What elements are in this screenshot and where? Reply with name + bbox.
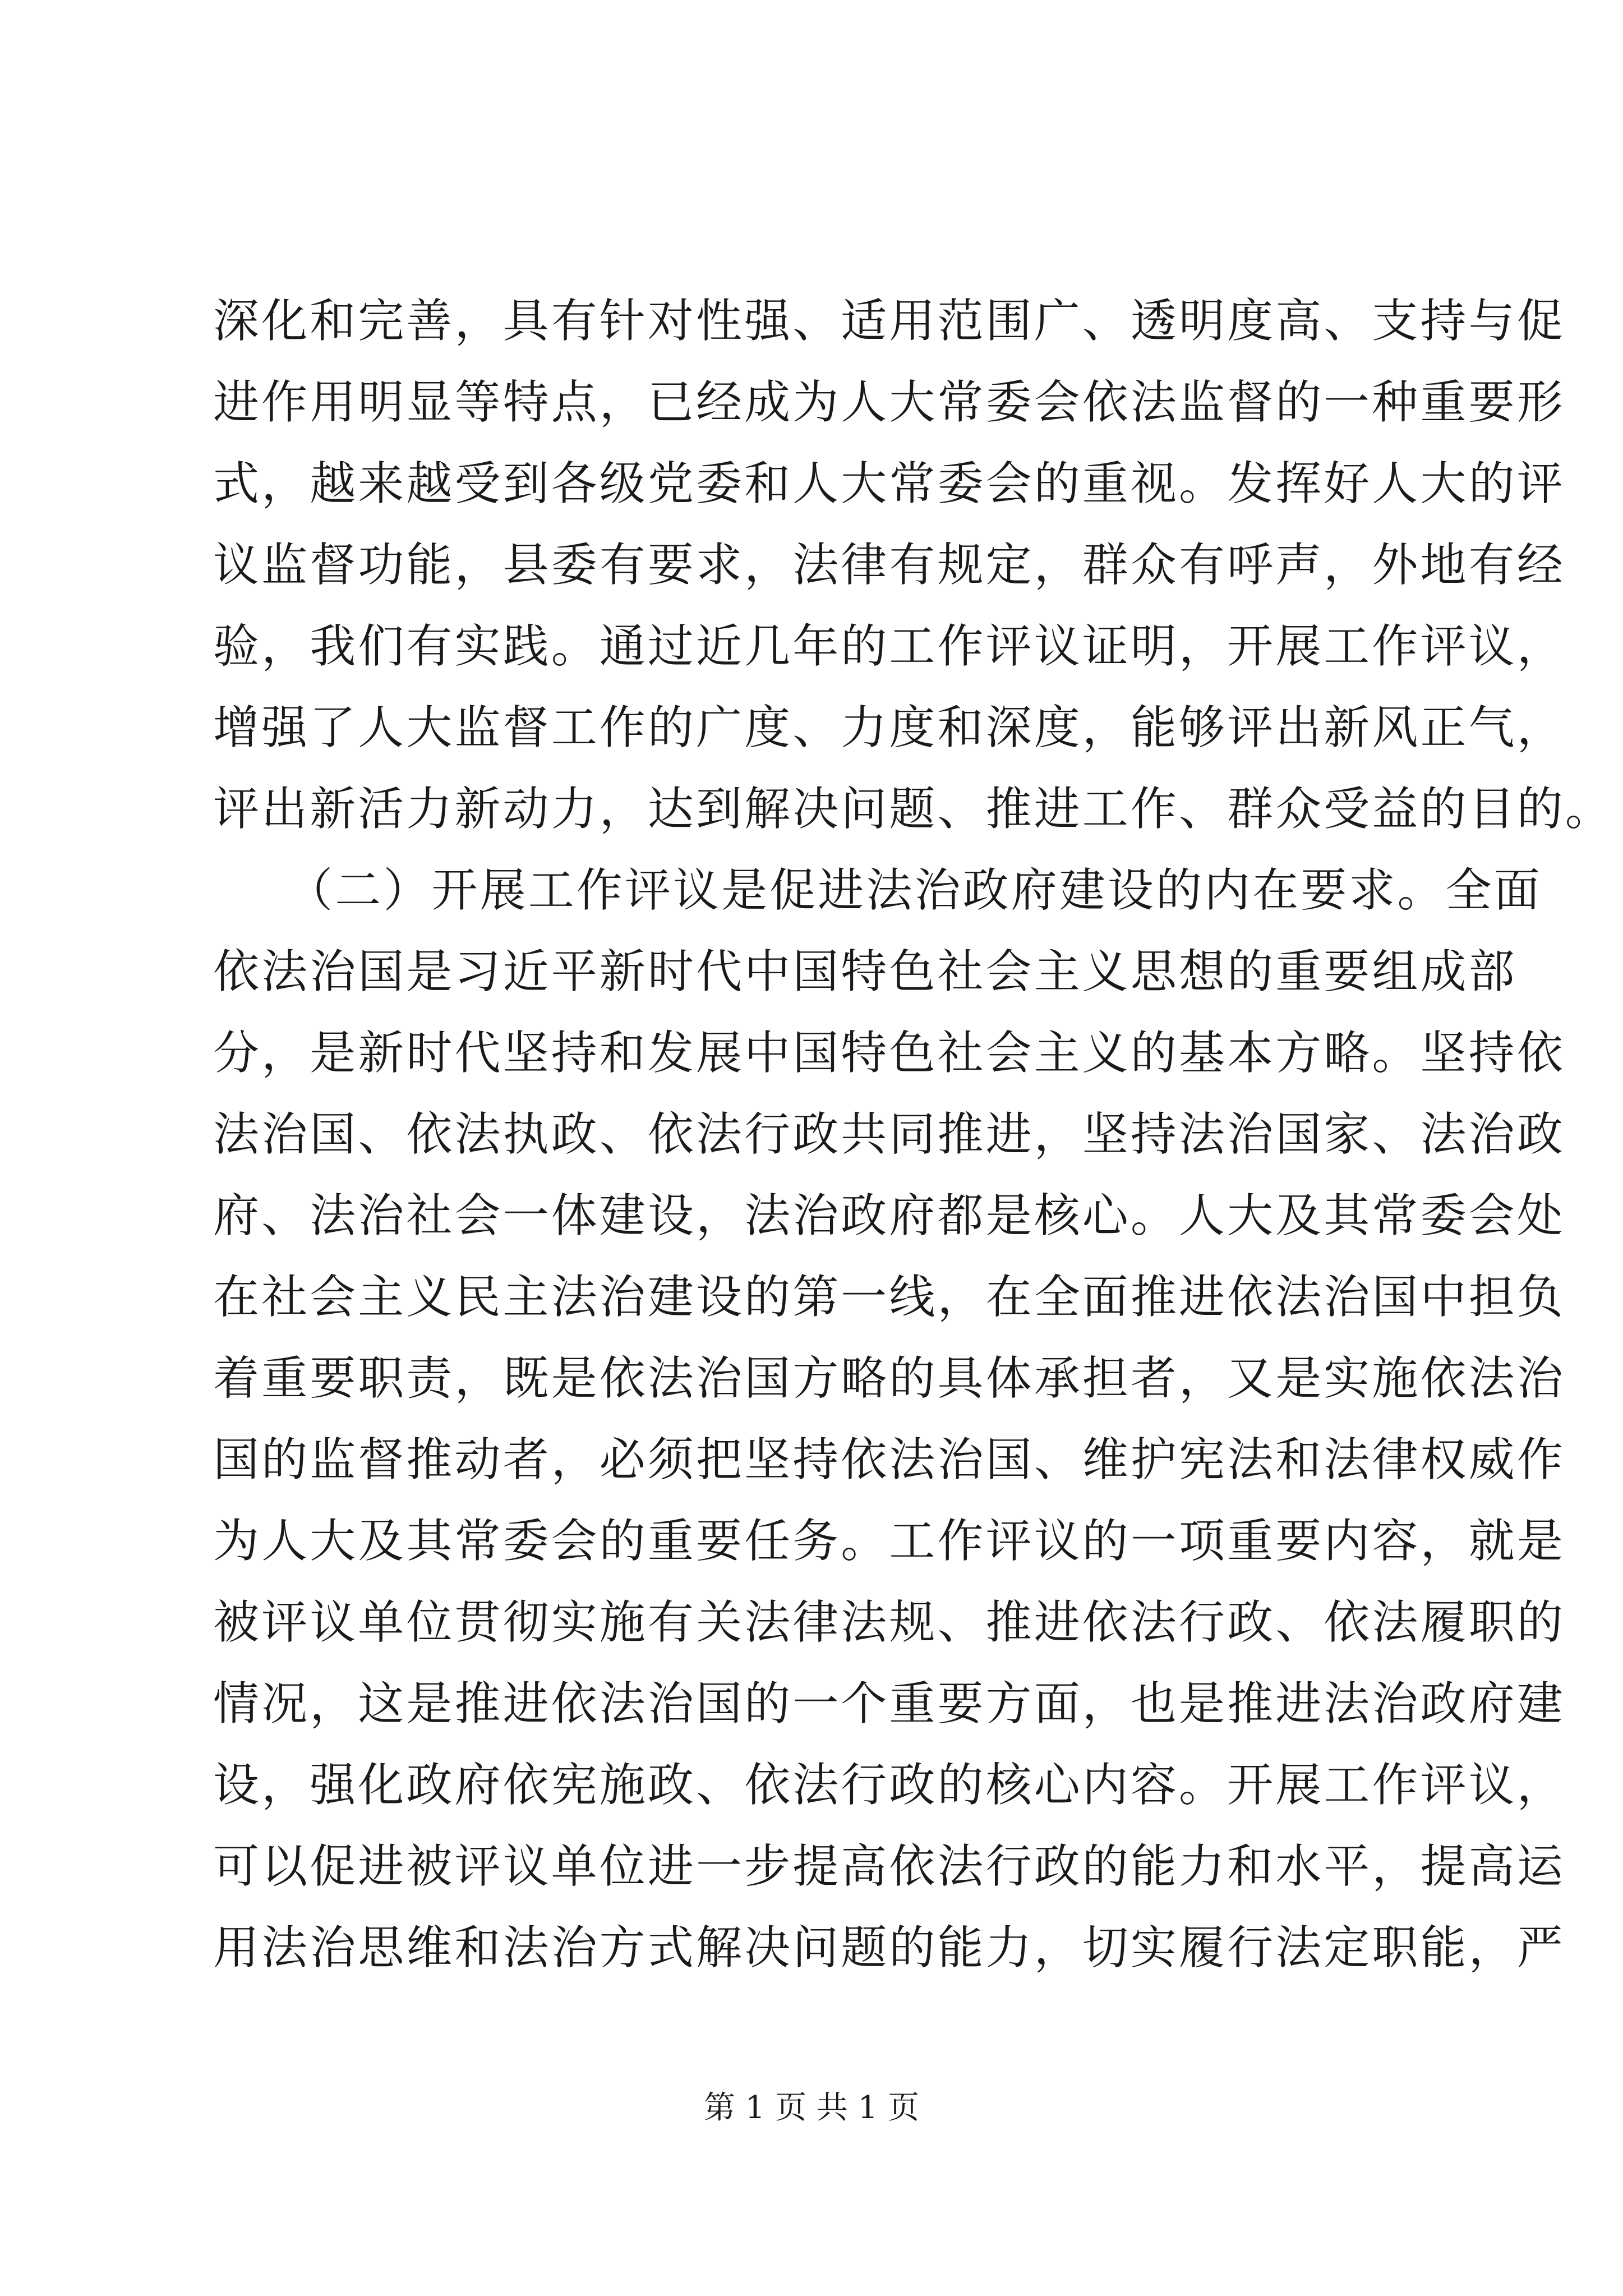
text-line: 式，越来越受到各级党委和人大常委会的重视。发挥好人大的评 — [213, 457, 1565, 510]
text-line: 评出新活力新动力，达到解决问题、推进工作、群众受益的目的。 — [213, 783, 1613, 836]
text-line: 为人大及其常委会的重要任务。工作评议的一项重要内容，就是 — [213, 1515, 1565, 1568]
text-line: 议监督功能，县委有要求，法律有规定，群众有呼声，外地有经 — [213, 539, 1565, 592]
text-line: 着重要职责，既是依法治国方略的具体承担者，又是实施依法治 — [213, 1352, 1565, 1405]
text-line: 进作用明显等特点，已经成为人大常委会依法监督的一种重要形 — [213, 376, 1565, 429]
text-line: 在社会主义民主法治建设的第一线，在全面推进依法治国中担负 — [213, 1271, 1565, 1324]
text-line: 用法治思维和法治方式解决问题的能力，切实履行法定职能，严 — [213, 1921, 1565, 1975]
text-line: 情况，这是推进依法治国的一个重要方面，也是推进法治政府建 — [213, 1677, 1565, 1731]
text-line: 深化和完善，具有针对性强、适用范围广、透明度高、支持与促 — [213, 295, 1565, 348]
text-line: 依法治国是习近平新时代中国特色社会主义思想的重要组成部 — [213, 945, 1517, 999]
text-line: 验，我们有实践。通过近几年的工作评议证明，开展工作评议， — [213, 620, 1565, 673]
text-line: 可以促进被评议单位进一步提高依法行政的能力和水平，提高运 — [213, 1840, 1565, 1893]
page-number-footer: 第 1 页 共 1 页 — [703, 2090, 920, 2126]
text-line: 府、法治社会一体建设，法治政府都是核心。人大及其常委会处 — [213, 1189, 1565, 1243]
text-line: 法治国、依法执政、依法行政共同推进，坚持法治国家、法治政 — [213, 1108, 1565, 1161]
text-line: 设，强化政府依宪施政、依法行政的核心内容。开展工作评议， — [213, 1759, 1565, 1812]
section-heading-line: （二）开展工作评议是促进法治政府建设的内在要求。全面 — [213, 864, 1542, 917]
text-line: 国的监督推动者，必须把坚持依法治国、维护宪法和法律权威作 — [213, 1433, 1565, 1487]
text-line: 被评议单位贯彻实施有关法律法规、推进依法行政、依法履职的 — [213, 1596, 1565, 1649]
body-text — [213, 280, 1613, 1989]
text-line: 增强了人大监督工作的广度、力度和深度，能够评出新风正气， — [213, 701, 1565, 754]
text-line: 分，是新时代坚持和发展中国特色社会主义的基本方略。坚持依 — [213, 1027, 1565, 1080]
